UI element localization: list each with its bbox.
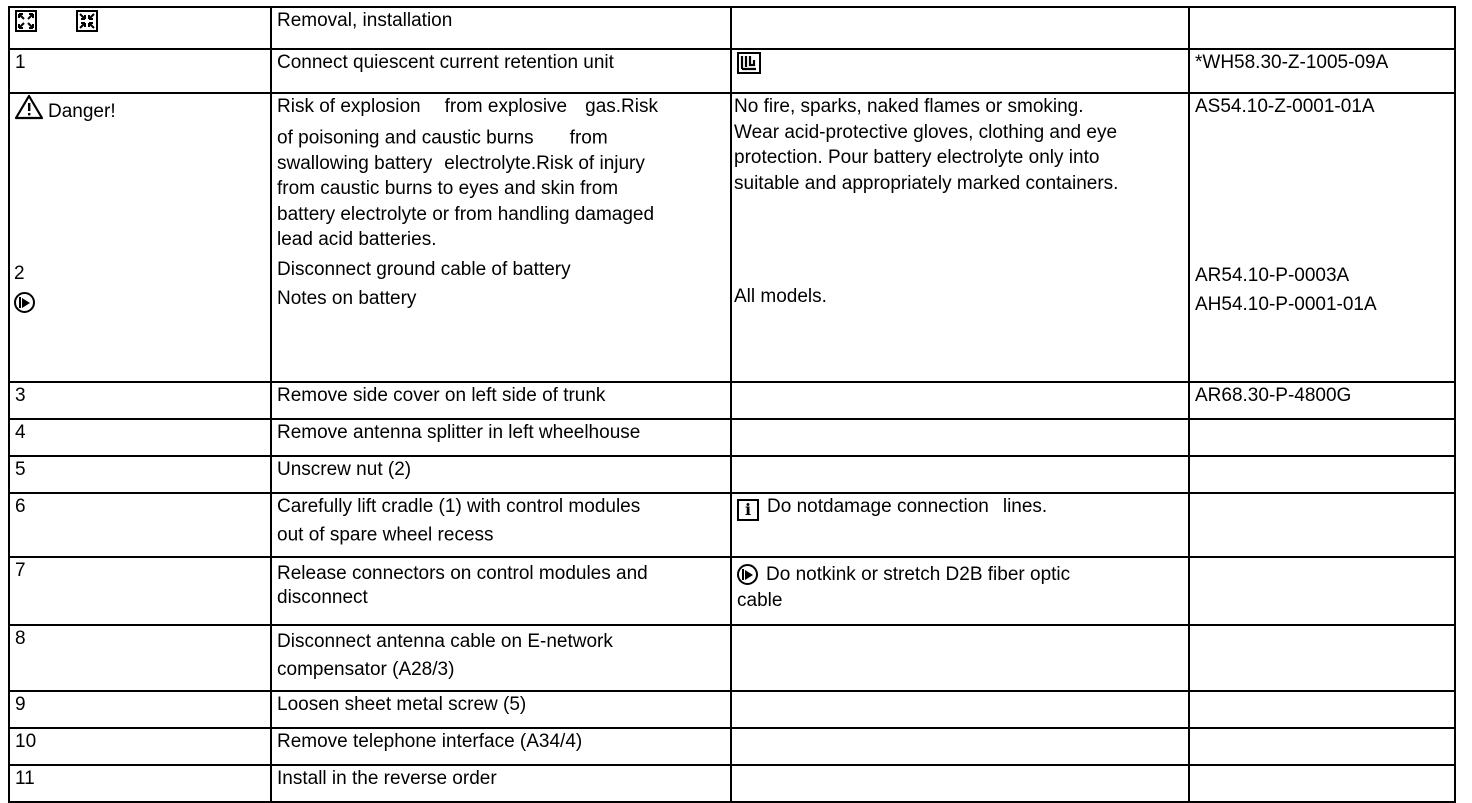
table-row: [9, 456, 1455, 493]
danger-instructions: No fire, sparks, naked flames or smoking. Wear acid-protective gloves, clothing and eye protection. Pour battery electrolyte only into suitable and appropriately marked containers.: [734, 96, 1119, 194]
step-number: 9: [9, 691, 271, 728]
danger-text: Risk of explosion from explosive gas.Risk of poisoning and caustic burns from swallowing battery electrolyte.Risk of injury from caustic burns to eyes and skin from battery electrolyte or from handling damaged lead acid batteries.: [277, 96, 658, 250]
table-row: [9, 493, 1455, 557]
step-text: Remove telephone interface (A34/4): [271, 728, 731, 765]
reference-code[interactable]: AS54.10-Z-0001-01A: [1195, 96, 1375, 117]
notes-play-icon: [14, 292, 35, 313]
table-row: [9, 691, 1455, 728]
reference-code[interactable]: AH54.10-P-0001-01A: [1195, 294, 1377, 315]
step-number: 7: [9, 557, 271, 625]
danger-label: Danger!: [48, 101, 116, 122]
step-number: 11: [9, 765, 271, 802]
step-text: Release connectors on control modules and disconnect: [271, 557, 731, 625]
reference-code[interactable]: *WH58.30-Z-1005-09A: [1189, 49, 1455, 93]
step-text: Connect quiescent current retention unit: [271, 49, 731, 93]
table-row: [9, 49, 1455, 93]
step-number: 1: [9, 49, 271, 93]
step-number: 5: [9, 456, 271, 493]
table-row-danger: [9, 93, 1455, 382]
header-icons-cell: [9, 7, 271, 49]
step-text: Notes on battery: [277, 288, 417, 309]
reference-code[interactable]: AR54.10-P-0003A: [1195, 264, 1350, 286]
reference-code[interactable]: AR68.30-P-4800G: [1189, 382, 1455, 419]
step-text: Remove side cover on left side of trunk: [271, 382, 731, 419]
step-text: Disconnect antenna cable on E-network compensator (A28/3): [271, 625, 731, 691]
step-number: 10: [9, 728, 271, 765]
step-note: Do notdamage connection lines.: [767, 496, 1048, 517]
step-number: 8: [9, 625, 271, 691]
step-note: All models.: [734, 286, 827, 307]
info-icon: i: [737, 499, 759, 521]
warning-triangle-icon: [14, 94, 44, 120]
step-number: 6: [9, 493, 271, 557]
procedure-table: [8, 6, 1456, 803]
notes-play-icon: [737, 564, 758, 585]
table-row: [9, 382, 1455, 419]
table-row: [9, 557, 1455, 625]
expand-arrows-icon: [15, 10, 37, 32]
step-text: Remove antenna splitter in left wheelhouse: [271, 419, 731, 456]
step-text: Install in the reverse order: [271, 765, 731, 802]
table-row: [9, 419, 1455, 456]
step-number: 3: [9, 382, 271, 419]
table-row-header: [9, 7, 1455, 49]
step-note: Do notkink or stretch D2B fiber optic cable: [737, 564, 1071, 611]
step-number: 4: [9, 419, 271, 456]
table-row: [9, 765, 1455, 802]
tool-icon: [737, 52, 761, 74]
step-text: Carefully lift cradle (1) with control modules out of spare wheel recess: [271, 493, 731, 557]
step-text: Loosen sheet metal screw (5): [271, 691, 731, 728]
table-row: [9, 728, 1455, 765]
step-text: Unscrew nut (2): [271, 456, 731, 493]
header-title: Removal, installation: [271, 7, 731, 49]
step-number: 2: [14, 262, 25, 284]
step-text: Disconnect ground cable of battery: [277, 258, 571, 280]
table-row: [9, 625, 1455, 691]
collapse-arrows-icon: [76, 10, 98, 32]
